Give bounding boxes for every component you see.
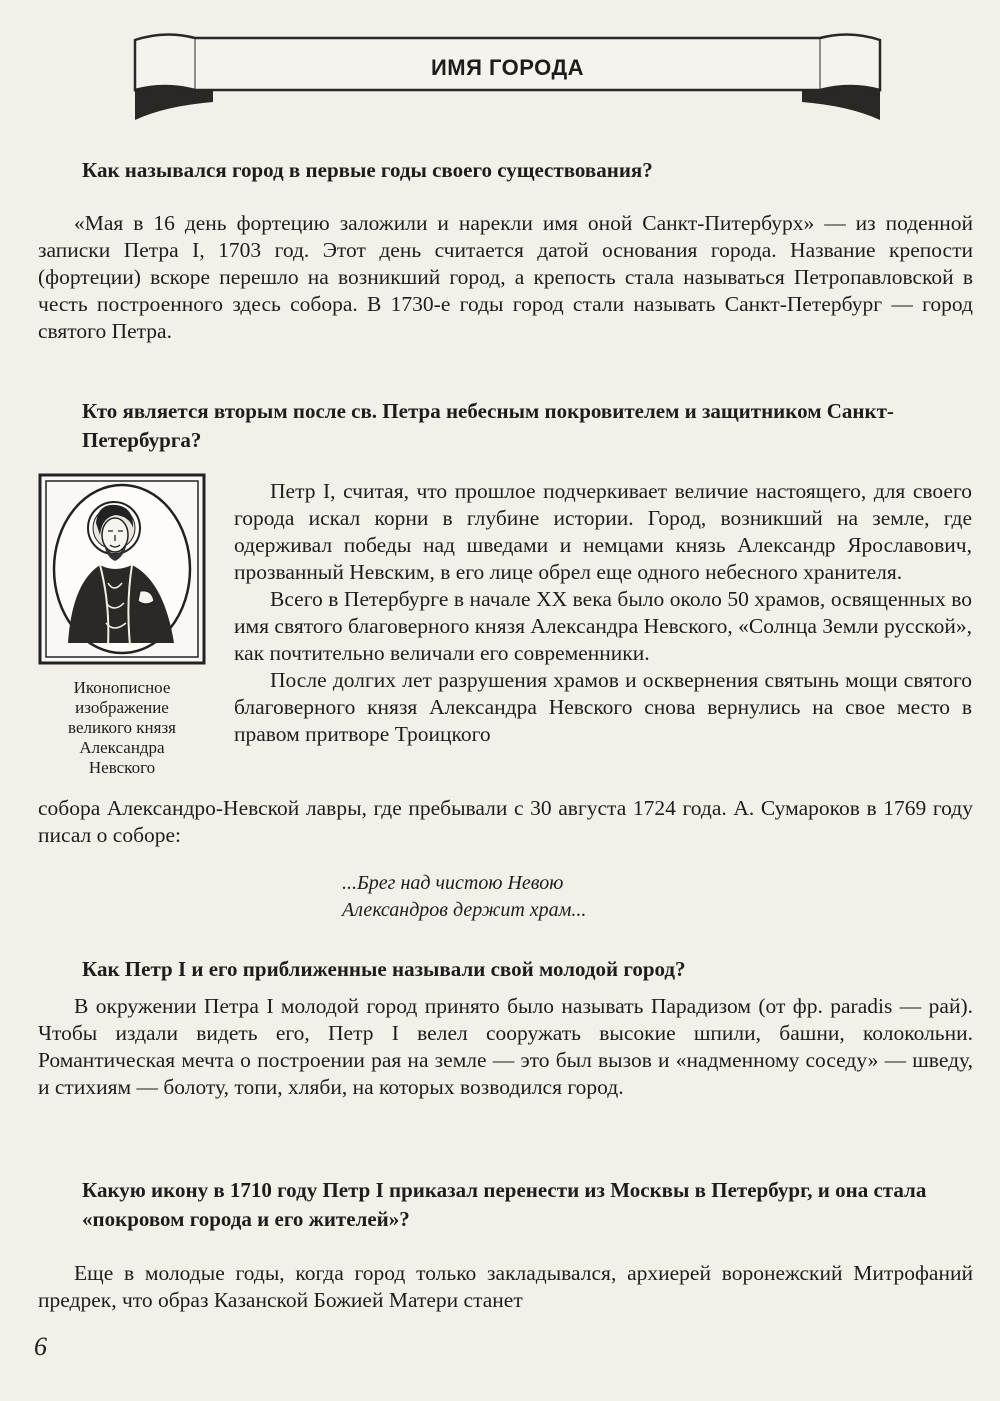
page-title: ИМЯ ГОРОДА (430, 55, 585, 80)
poem-quote (342, 870, 586, 924)
question-heading: Как Петр I и его приближенные называли свой молодой город? (82, 957, 686, 981)
question-heading: Какую икону в 1710 году Петр I приказал перенести из Москвы в Петербург, и она стала «покровом города и его жителей»? (82, 1178, 927, 1231)
answer-paragraph: Всего в Петербурге в начале XX века было около 50 храмов, освященных во имя святого благоверного князя Александра Невского, «Солнца Земли русской», как почтительно величали его современники. (234, 587, 972, 665)
poem-line: ...Брег над чистою Невою (342, 872, 564, 894)
page-number: 6 (34, 1332, 47, 1361)
saint-icon-illustration (38, 473, 206, 665)
figure-caption: Иконописное изображение великого князя Александра Невского (68, 678, 176, 777)
question-heading: Кто является вторым после св. Петра небесным покровителем и защитником Санкт-Петербурга? (82, 399, 894, 452)
answer-paragraph: После долгих лет разрушения храмов и осквернения святынь мощи святого благоверного князя Александра Невского снова вернулись на свое место в правом притворе Троицкого (234, 668, 972, 746)
question-heading: Как назывался город в первые годы своего существования? (82, 158, 653, 182)
figure (38, 473, 206, 778)
answer-paragraph: В окружении Петра I молодой город принято было называть Парадизом (от фр. paradis — рай). Чтобы издали видеть его, Петр I велел сооружать высокие шпили, башни, колокольни. Романтическая мечта о построении рая на земле — это был вызов и «надменному соседу» — шведу, и стихиям — болоту, топи, хляби, на которых возводился город. (38, 994, 973, 1099)
answer-paragraph: «Мая в 16 день фортецию заложили и нарекли имя оной Санкт-Питербурх» — из поденной записки Петра I, 1703 год. Этот день считается датой основания города. Название крепости (фортеции) вскоре перешло на возникший город, а крепость стала называться Петропавловской в честь построенного здесь собора. В 1730-е годы город стали называть Санкт-Петербург — город святого Петра. (38, 211, 973, 343)
answer-paragraph: Еще в молодые годы, когда город только закладывался, архиерей воронежский Митрофаний предрек, что образ Казанской Божией Матери станет (38, 1261, 973, 1312)
wrapped-text-column (234, 478, 972, 748)
poem-line: Александров держит храм... (342, 899, 587, 921)
answer-paragraph: собора Александро-Невской лавры, где пребывали с 30 августа 1724 года. А. Сумароков в 1769 году писал о соборе: (38, 796, 973, 847)
answer-paragraph: Петр I, считая, что прошлое подчеркивает величие настоящего, для своего города искал корни в глубине истории. Город, возникший на земле, где одерживал победы над шведами и немцами князь Александр Ярославович, прозванный Невским, в его лице обрел еще одного небесного хранителя. (234, 479, 972, 584)
